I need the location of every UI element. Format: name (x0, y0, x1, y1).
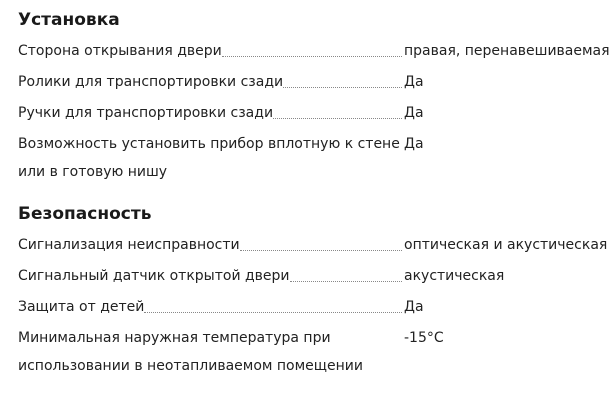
spec-row-child-lock (18, 296, 613, 318)
spec-value: акустическая (404, 268, 505, 284)
spec-row-fault-alarm (18, 234, 613, 256)
spec-value: Да (404, 136, 424, 152)
dotted-leader (290, 281, 402, 282)
spec-label: Ролики для транспортировки сзади (18, 74, 284, 90)
spec-label: Сторона открывания двери (18, 43, 222, 59)
spec-label: Минимальная наружная температура при использовании в неотапливаемом помещении (18, 330, 363, 374)
section-installation (18, 6, 613, 186)
spec-label: Сигнализация неисправности (18, 237, 240, 253)
section-title: Безопасность (18, 204, 152, 224)
dotted-leader (283, 87, 402, 88)
section-title: Установка (18, 10, 120, 30)
dotted-leader (222, 56, 402, 57)
spec-row-flush-install (18, 133, 613, 186)
spec-row-door-side (18, 40, 613, 62)
spec-row-rear-handles (18, 102, 613, 124)
spec-row-door-open-sensor (18, 265, 613, 287)
section-safety (18, 200, 613, 380)
spec-label: Сигнальный датчик открытой двери (18, 268, 290, 284)
spec-row-min-temperature (18, 327, 613, 380)
spec-label: Защита от детей (18, 299, 145, 315)
spec-value: оптическая и акустическая (404, 237, 608, 253)
spec-value: Да (404, 105, 424, 121)
spec-label: Ручки для транспортировки сзади (18, 105, 274, 121)
dotted-leader (240, 250, 402, 251)
spec-list (18, 234, 613, 380)
spec-value: -15°C (404, 330, 444, 346)
dotted-leader (273, 118, 402, 119)
spec-label: Возможность установить прибор вплотную к стене или в готовую нишу (18, 136, 400, 180)
spec-row-rear-rollers (18, 71, 613, 93)
spec-value: Да (404, 299, 424, 315)
spec-value: правая, перенавешиваемая (404, 43, 610, 59)
spec-list (18, 40, 613, 186)
spec-value: Да (404, 74, 424, 90)
dotted-leader (144, 312, 402, 313)
